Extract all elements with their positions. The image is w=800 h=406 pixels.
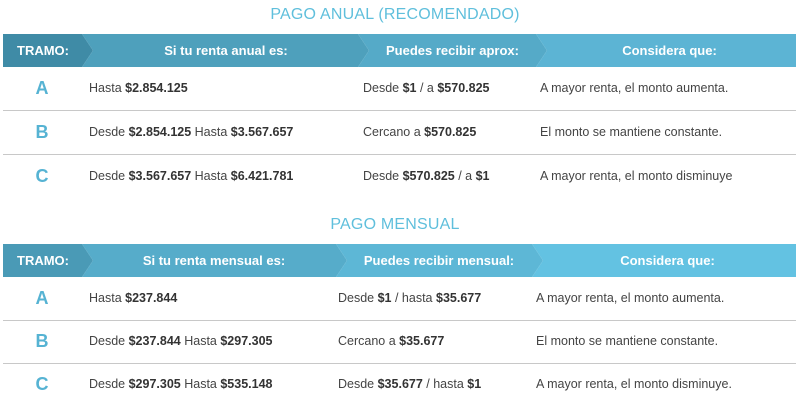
header-tramo: TRAMO:: [17, 253, 69, 268]
header-renta: Si tu renta mensual es:: [142, 253, 286, 268]
recibir-cell: Desde $1 / hasta $35.677: [338, 291, 482, 305]
header-recibir: Puedes recibir aprox:: [386, 43, 519, 58]
recibir-cell: Cercano a $35.677: [338, 334, 445, 348]
tramo-label: A: [35, 288, 49, 308]
table-row: [3, 155, 796, 198]
header-recibir: Puedes recibir mensual:: [363, 253, 515, 268]
header-considera: Considera que:: [622, 43, 717, 58]
recibir-cell: Desde $35.677 / hasta $1: [338, 377, 482, 391]
renta-cell: Desde $237.844 Hasta $297.305: [89, 334, 273, 348]
header-tramo: TRAMO:: [17, 43, 69, 58]
renta-cell: Hasta $2.854.125: [89, 81, 188, 95]
considera-cell: El monto se mantiene constante.: [536, 334, 719, 348]
header-considera: Considera que:: [620, 253, 715, 268]
tramo-label: B: [35, 122, 49, 142]
table-row: [3, 67, 796, 111]
considera-cell: A mayor renta, el monto disminuye.: [536, 377, 732, 391]
considera-cell: A mayor renta, el monto aumenta.: [536, 291, 725, 305]
recibir-cell: Cercano a $570.825: [363, 125, 477, 139]
table-row: [3, 320, 796, 364]
table-header-anual: [3, 34, 796, 67]
table-row: [3, 111, 796, 155]
table-row: [3, 277, 796, 321]
tramo-label: C: [35, 374, 49, 394]
renta-cell: Hasta $237.844: [89, 291, 178, 305]
considera-cell: A mayor renta, el monto disminuye: [540, 169, 733, 183]
considera-cell: El monto se mantiene constante.: [540, 125, 723, 139]
renta-cell: Desde $3.567.657 Hasta $6.421.781: [89, 169, 294, 183]
table-title-mensual: PAGO MENSUAL: [330, 216, 460, 233]
tramo-label: B: [35, 331, 49, 351]
table-header-mensual: [3, 244, 796, 277]
tramo-label: C: [35, 166, 49, 186]
renta-cell: Desde $2.854.125 Hasta $3.567.657: [89, 125, 294, 139]
renta-cell: Desde $297.305 Hasta $535.148: [89, 377, 273, 391]
header-renta: Si tu renta anual es:: [164, 43, 288, 58]
recibir-cell: Desde $1 / a $570.825: [363, 81, 490, 95]
considera-cell: A mayor renta, el monto aumenta.: [540, 81, 729, 95]
table-title-anual: PAGO ANUAL (RECOMENDADO): [270, 6, 520, 23]
tramo-label: A: [35, 78, 49, 98]
recibir-cell: Desde $570.825 / a $1: [363, 169, 490, 183]
table-row: [3, 363, 796, 406]
